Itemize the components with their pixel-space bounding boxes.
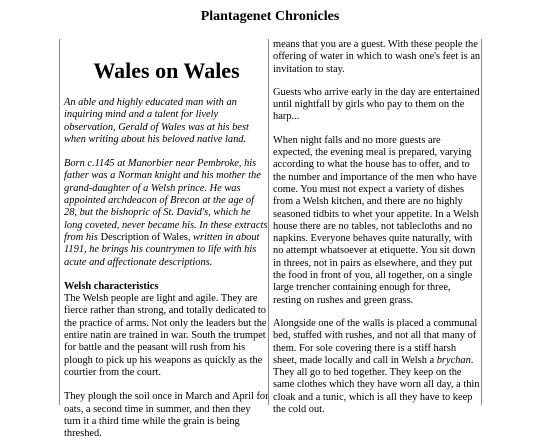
bed-text-before: Alongside one of the walls is placed a communal bed, stuffed with rushes, and not all that many of them. For sole covering there is a stiff harsh sheet, made locally and call in Welsh a (273, 317, 478, 366)
section-heading: Welsh characteristics (64, 280, 159, 292)
right-column (268, 39, 482, 416)
harp-paragraph: Guests who arrive early in the day are entertained until nightfall by girls who pay to them on the harp... (273, 86, 480, 123)
guest-paragraph: means that you are a guest. With these people the offering of water in which to wash one's feet is an invitation to stay. (273, 39, 481, 75)
left-column (59, 39, 269, 440)
intro-paragraph: An able and highly educated man with an inquiring mind and a talent for lively observation, Gerald of Wales was at his best when writing about his beloved native land. (64, 97, 249, 145)
ploughing-paragraph: They plough the soil once in March and April for oats, a second time in summer, and then they turn it a third time while the grain is being threshed. (64, 391, 269, 440)
book-title: Description of Wales (100, 231, 188, 243)
site-title: Plantagenet Chronicles (200, 9, 340, 24)
bed-text-after: . They all go to bed together. They keep on the same clothes which they have worn all day, a thin cloak and a tunic, which is all they have to keep the cold out. (273, 354, 480, 416)
evening-meal-paragraph: When night falls and no more guests are expected, the evening meal is prepared, varying according to what the house has to offer, and to the number and importance of the men who have come. You must not expect a variety of dishes from a Welsh kitchen, and there are no highly seasoned tidbits to whet your appetite. In a Welsh house there are no tables, not tablecloths and no napkins. Everyone behaves quite naturally, with no attempt whatsoever at etiquette. You sit down in threes, not in pairs as elsewhere, and they put the food in front of you, all together, on a single large trencher containing enough for three, resting on rushes and green grass. (273, 134, 479, 306)
bio-text-before: Born c.1145 at Manorbier near Pembroke, his father was a Norman knight and his mother the grand-daughter of a Welsh prince. He was appointed archdeacon of Brecon at the age of 28, but the bishopric of St. David's, which he long coveted, never became his. In these extracts from his (64, 158, 268, 243)
article-title: Wales on Wales (93, 58, 240, 83)
bio-paragraph (64, 158, 269, 269)
bio-text-after: , written in about 1191, he brings his countrymen to life with his acute and affectionate descriptions. (64, 231, 260, 268)
communal-bed-paragraph (273, 318, 481, 416)
welsh-word: brychan (436, 354, 471, 366)
characteristics-paragraph: The Welsh people are light and agile. They are fierce rather than strong, and totally dedicated to the practice of arms. Not only the leaders but the entire natin are trained in war. South the trumpet for battle and the peasant will rush from his plough to pick up his weapons as quickly as the courtier from the court. (64, 293, 267, 378)
